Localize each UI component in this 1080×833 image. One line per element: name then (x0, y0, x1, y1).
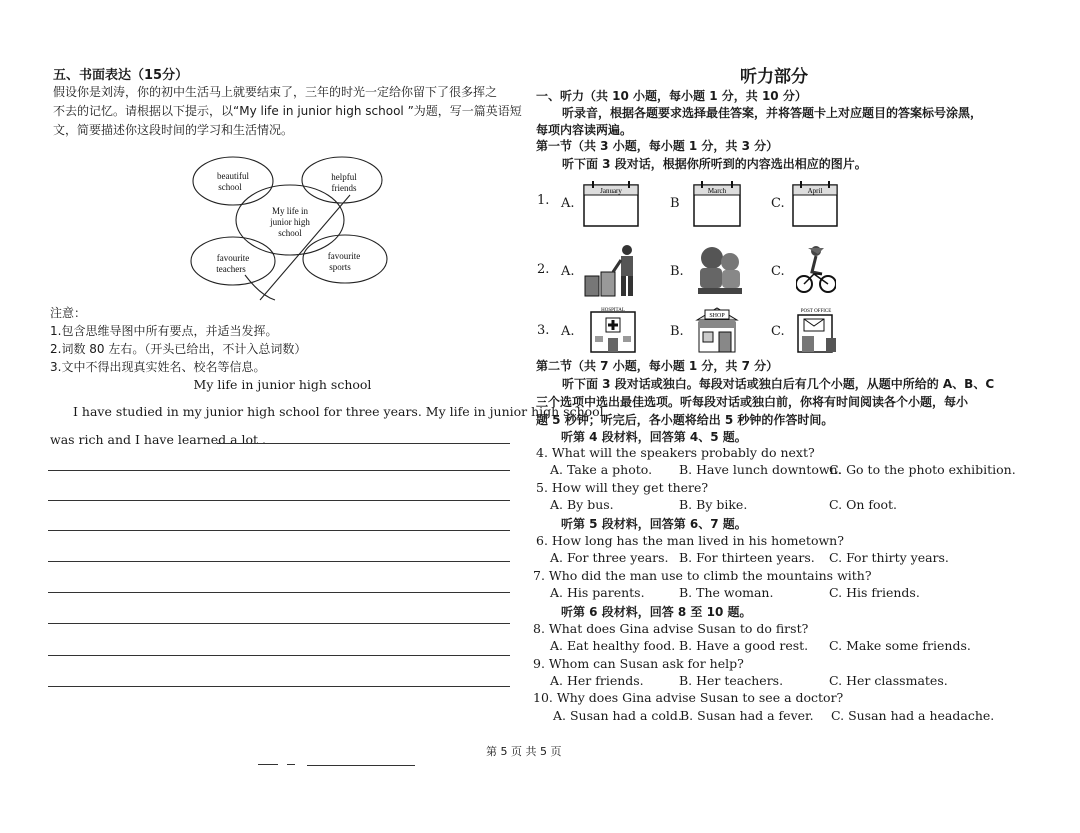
note-item: 3.文中不得出现真实姓名、校名等信息。 (50, 360, 266, 374)
answer-option-a[interactable]: A. His parents. (550, 585, 645, 600)
calendar-march-icon[interactable] (693, 180, 743, 228)
question-text: 7. Who did the man use to climb the mountains with? (533, 568, 872, 583)
option-label[interactable]: B. (670, 324, 684, 339)
answer-option-b[interactable]: B. Have lunch downtown. (679, 462, 842, 477)
answer-option-c[interactable]: C. Her classmates. (829, 673, 948, 688)
question-text: 9. Whom can Susan ask for help? (533, 656, 744, 671)
question-text: 10. Why does Gina advise Susan to see a doctor? (533, 690, 844, 705)
writing-prompt (53, 83, 523, 140)
calendar-month: January (600, 187, 622, 195)
essay-opening-line: was rich and I have learned a lot . (50, 432, 267, 447)
option-label[interactable]: A. (561, 264, 575, 279)
answer-option-c[interactable]: C. His friends. (829, 585, 920, 600)
notes-title: 注意： (50, 306, 87, 320)
instr-line: 题 5 秒钟；听完后，各小题将给出 5 秒钟的作答时间。 (536, 413, 834, 427)
option-label[interactable]: B (670, 196, 680, 211)
note-item: 2.词数 80 左右。（开头已给出，不计入总词数） (50, 342, 307, 356)
answer-option-b[interactable]: B. For thirteen years. (679, 550, 815, 565)
section1-instructions: 听下面 3 段对话，根据你所听到的内容选出相应的图片。 (562, 157, 867, 171)
part1-instructions (536, 105, 982, 139)
calendar-month: March (707, 187, 727, 195)
mindmap-node-text: favourite (327, 251, 361, 261)
option-label[interactable]: C. (771, 324, 785, 339)
writing-line[interactable] (48, 686, 510, 687)
option-label[interactable]: B. (670, 264, 684, 279)
answer-option-b[interactable]: B. The woman. (679, 585, 774, 600)
mindmap-node-text: helpful (331, 172, 357, 182)
section2-instructions (536, 375, 1056, 429)
option-label[interactable]: A. (561, 324, 575, 339)
building-sign: SHOP (709, 313, 725, 319)
prompt-line: 不去的记忆。请根据以下提示，以“My life in junior high school ”为题，写一篇英语短 (53, 104, 522, 118)
answer-option-a[interactable]: A. Her friends. (550, 673, 644, 688)
question-text: 8. What does Gina advise Susan to do first? (533, 621, 809, 636)
building-sign: POST OFFICE (800, 309, 832, 314)
writing-line[interactable] (48, 592, 510, 593)
mindmap-node-text: teachers (216, 264, 246, 274)
writing-line[interactable] (48, 561, 510, 562)
mindmap-center-text: junior high (270, 217, 310, 227)
answer-option-a[interactable]: A. For three years. (550, 550, 669, 565)
answer-option-c[interactable]: C. Make some friends. (829, 638, 971, 653)
section1-header: 第一节（共 3 小题，每小题 1 分，共 3 分） (536, 139, 779, 153)
mindmap-center-text: My life in (272, 206, 308, 216)
writing-line[interactable] (217, 443, 510, 444)
writing-line[interactable] (48, 655, 510, 656)
answer-option-b[interactable]: B. By bike. (679, 497, 748, 512)
answer-option-b[interactable]: B. Susan had a fever. (680, 708, 814, 723)
essay-opening-line: I have studied in my junior high school for three years. My life in junior high school (73, 404, 604, 419)
mindmap-node-text: friends (331, 183, 357, 193)
prompt-line: 文，简要描述你这段时间的学习和生活情况。 (53, 123, 294, 137)
mindmap-node-text: school (218, 182, 242, 192)
instr-line: 每项内容读两遍。 (536, 123, 633, 137)
essay-title: My life in junior high school (193, 377, 372, 392)
note-item: 1.包含思维导图中所有要点，并适当发挥。 (50, 324, 278, 338)
writing-line[interactable] (48, 530, 510, 531)
calendar-april-icon[interactable] (792, 180, 840, 228)
notes (50, 304, 306, 376)
mind-map (190, 155, 390, 305)
answer-option-a[interactable]: A. By bus. (550, 497, 614, 512)
answer-option-a[interactable]: A. Susan had a cold. (553, 708, 682, 723)
calendar-month: April (807, 187, 823, 195)
people-sitting-icon[interactable] (694, 244, 746, 296)
divider (258, 764, 278, 765)
answer-option-c[interactable]: C. Go to the photo exhibition. (829, 462, 1016, 477)
answer-option-a[interactable]: A. Eat healthy food. (550, 638, 676, 653)
instr-line: 听下面 3 段对话或独白。每段对话或独白后有几个小题，从题中所给的 A、B、C (562, 377, 995, 391)
writing-line[interactable] (48, 470, 510, 471)
shop-icon[interactable] (693, 306, 741, 354)
listening-title: 听力部分 (740, 67, 808, 87)
option-label[interactable]: C. (771, 196, 785, 211)
material-heading: 听第 4 段材料，回答第 4、5 题。 (561, 430, 747, 444)
answer-option-c[interactable]: C. Susan had a headache. (831, 708, 995, 723)
divider (307, 765, 415, 766)
writing-section-title: 五、书面表达（15分） (53, 68, 189, 83)
post-office-icon[interactable] (794, 306, 840, 354)
option-label[interactable]: C. (771, 264, 785, 279)
section2-header: 第二节（共 7 小题，每小题 1 分，共 7 分） (536, 359, 779, 373)
answer-option-c[interactable]: C. On foot. (829, 497, 898, 512)
part1-header: 一、听力（共 10 小题，每小题 1 分，共 10 分） (536, 89, 807, 103)
answer-option-b[interactable]: B. Have a good rest. (679, 638, 809, 653)
question-text: 6. How long has the man lived in his hometown? (536, 533, 844, 548)
calendar-january-icon[interactable] (583, 180, 641, 228)
cyclist-icon[interactable] (796, 244, 836, 296)
option-label[interactable]: A. (561, 196, 575, 211)
material-heading: 听第 5 段材料，回答第 6、7 题。 (561, 517, 747, 531)
writing-line[interactable] (48, 500, 510, 501)
mindmap-node-text: favourite (216, 253, 250, 263)
question-text: 5. How will they get there? (536, 480, 709, 495)
answer-option-c[interactable]: C. For thirty years. (829, 550, 949, 565)
instr-line: 听录音，根据各题要求选择最佳答案，并将答题卡上对应题目的答案标号涂黑， (562, 106, 983, 120)
shopping-man-icon[interactable] (583, 242, 643, 298)
question-number: 2. (537, 262, 550, 277)
question-text: 4. What will the speakers probably do next? (536, 445, 815, 460)
hospital-icon[interactable] (588, 304, 638, 354)
answer-option-a[interactable]: A. Take a photo. (550, 462, 653, 477)
question-number: 3. (537, 323, 550, 338)
page-number: 第 5 页 共 5 页 (486, 745, 562, 758)
divider (287, 764, 295, 765)
mindmap-node-text: sports (329, 262, 351, 272)
mindmap-center-text: school (278, 228, 302, 238)
instr-line: 三个选项中选出最佳选项。听每段对话或独白前，你将有时间阅读各个小题，每小 (536, 395, 969, 409)
question-number: 1. (537, 193, 550, 208)
building-sign: HOSPITAL (601, 308, 625, 313)
mindmap-node-text: beautiful (217, 171, 249, 181)
material-heading: 听第 6 段材料，回答 8 至 10 题。 (561, 605, 752, 619)
mindmap-node-ellipse (193, 157, 273, 205)
prompt-line: 假设你是刘涛，你的初中生活马上就要结束了，三年的时光一定给你留下了很多挥之 (53, 85, 498, 99)
writing-line[interactable] (48, 623, 510, 624)
answer-option-b[interactable]: B. Her teachers. (679, 673, 784, 688)
